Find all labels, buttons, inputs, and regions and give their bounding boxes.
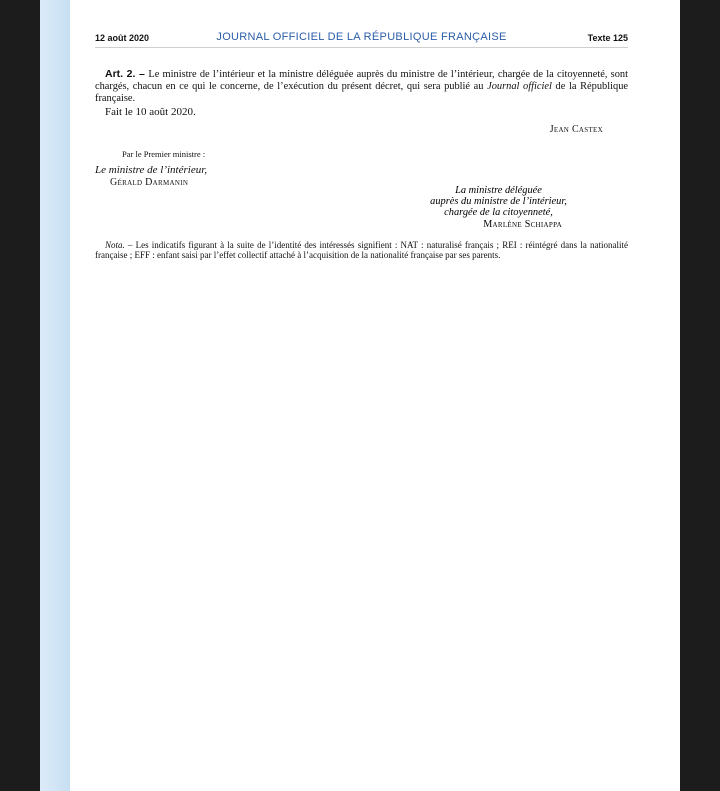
article-dash: –: [135, 68, 149, 80]
minister-delegate-name: Marlène Schiappa: [483, 219, 562, 230]
minister-delegate-line2: auprès du ministre de l’intérieur,: [430, 196, 567, 207]
minister-interior-name: Gérald Darmanin: [110, 177, 189, 188]
nota-paragraph: [95, 240, 628, 260]
article-number: Art. 2.: [105, 68, 136, 80]
article-text-1: Le ministre de l’intérieur et la ministre déléguée auprès du ministre de l’intérieur, chargée de la citoyenneté, sont chargés, chacun en ce qui le concerne, de l’exécution du présent décret, qui sera publié au: [95, 69, 628, 92]
par-le-premier-ministre: Par le Premier ministre :: [122, 149, 206, 159]
nota-label: Nota.: [105, 240, 125, 250]
minister-delegate-line3: chargée de la citoyenneté,: [444, 207, 553, 218]
page-content: [95, 68, 628, 189]
article-paragraph: [95, 68, 628, 105]
page-header: [95, 31, 628, 48]
texte-number: Texte 125: [587, 33, 628, 43]
journal-title: JOURNAL OFFICIEL DE LA RÉPUBLIQUE FRANÇAISE: [216, 31, 507, 43]
nota-text: – Les indicatifs figurant à la suite de l’identité des intéressés signifient : NAT : naturalisé français ; REI : réintégré dans la nationalité française ; EFF : enfant saisi par l’effet collectif attaché à l’acquisition de la nationalité française par ses parents.: [95, 240, 628, 260]
article-text-italic: Journal officiel: [487, 81, 552, 92]
viewer-left-background: [0, 0, 40, 791]
document-page: [40, 0, 680, 791]
page-left-margin: [40, 0, 70, 791]
fait-le: Fait le 10 août 2020.: [105, 106, 196, 118]
minister-delegate-line1: La ministre déléguée: [455, 185, 542, 196]
signatory-prime-minister: Jean Castex: [549, 124, 603, 135]
viewer-right-background: [680, 0, 720, 791]
article-text-2: de la République française.: [95, 81, 628, 104]
minister-interior-title: Le ministre de l’intérieur,: [95, 164, 208, 176]
minister-delegate-block: [420, 185, 577, 230]
header-date: 12 août 2020: [95, 33, 150, 43]
